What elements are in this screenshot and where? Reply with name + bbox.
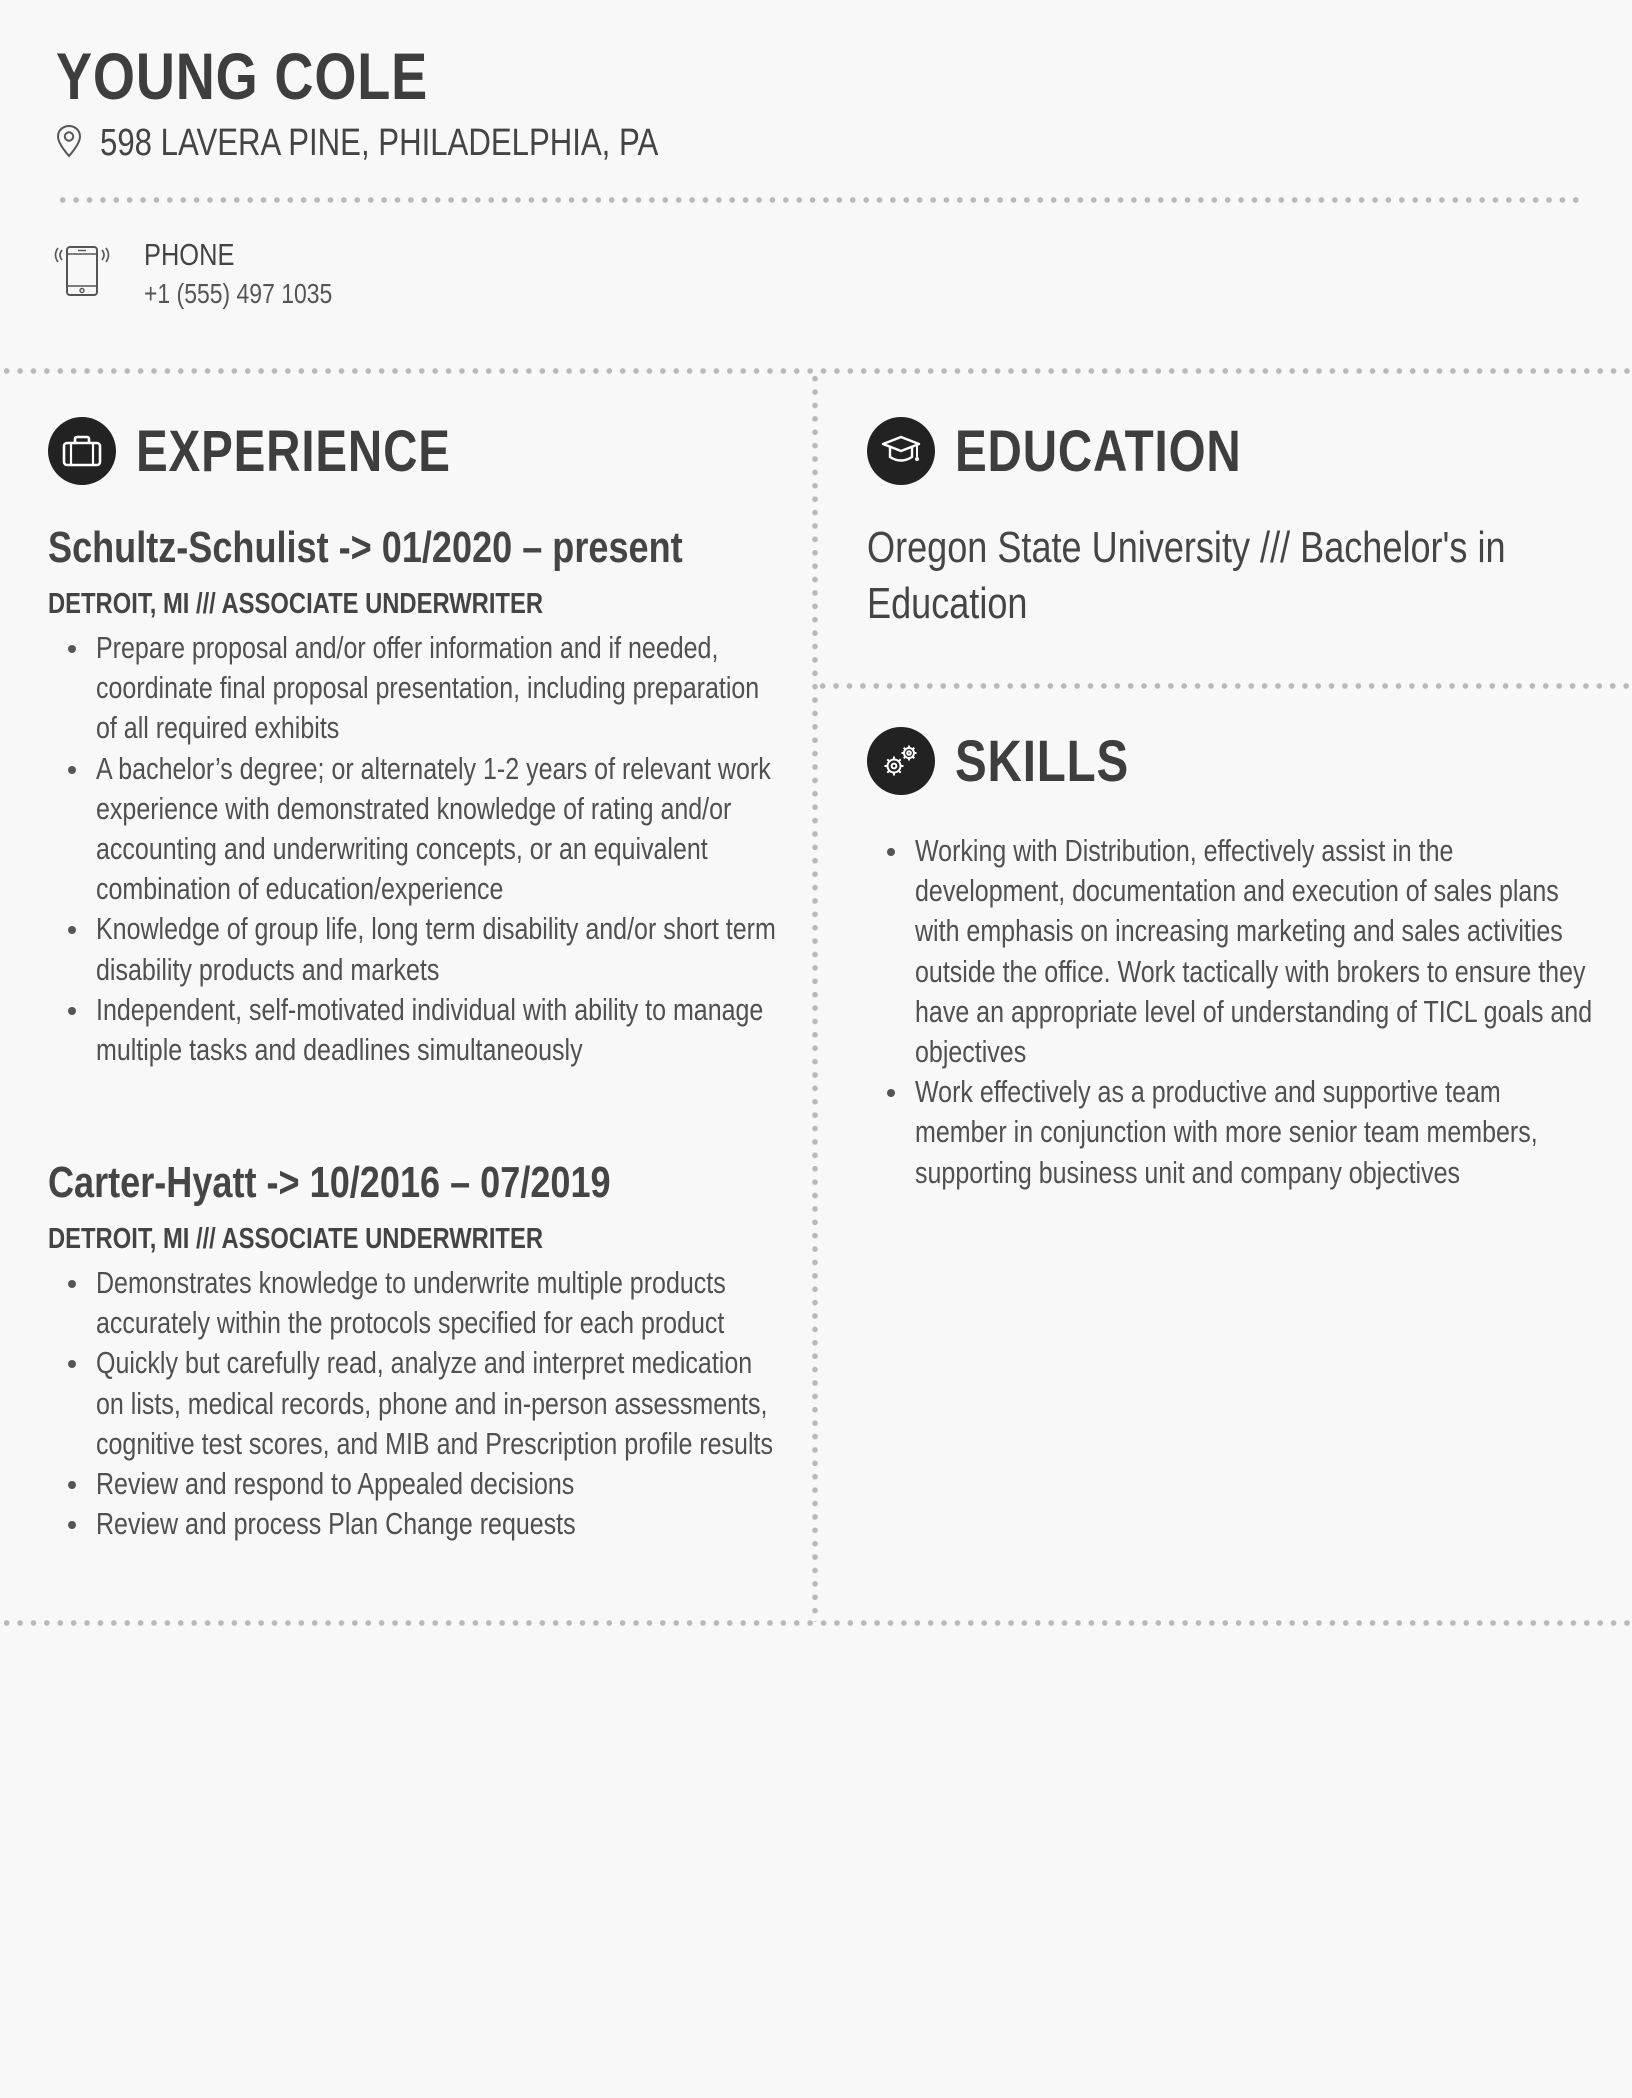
- experience-heading: [48, 417, 520, 485]
- address-row: [56, 118, 781, 168]
- briefcase-icon: [48, 417, 116, 485]
- list-item: Review and respond to Appealed decisions: [48, 1464, 778, 1504]
- section-bottom-divider: [0, 1620, 1632, 1626]
- experience-job-2: [48, 1155, 778, 1544]
- contact-phone: [54, 236, 374, 314]
- experience-title: EXPERIENCE: [136, 418, 451, 484]
- list-item: Quickly but carefully read, analyze and interpret medication on lists, medical records, phone and in-person assessments, cognitive test scores, and MIB and Prescription profile results: [48, 1343, 778, 1464]
- list-item: Knowledge of group life, long term disability and/or short term disability products and markets: [48, 909, 778, 989]
- job-heading: Carter-Hyatt -> 10/2016 – 07/2019: [48, 1158, 611, 1207]
- phone-label: PHONE: [144, 237, 235, 272]
- skills-title: SKILLS: [955, 728, 1130, 794]
- job-heading: Schultz-Schulist -> 01/2020 – present: [48, 523, 683, 572]
- skills-list: [867, 831, 1597, 1193]
- list-item: Prepare proposal and/or offer information and if needed, coordinate final proposal presentation, including preparation of all required exhibits: [48, 628, 778, 749]
- list-item: Demonstrates knowledge to underwrite multiple products accurately within the protocols specified for each product: [48, 1263, 778, 1343]
- address-text: 598 LAVERA PINE, PHILADELPHIA, PA: [100, 121, 659, 164]
- skills-list-container: [867, 831, 1597, 1193]
- education-entry: [867, 520, 1587, 632]
- list-item: Working with Distribution, effectively assist in the development, documentation and execution of sales plans with emphasis on increasing marketing and sales activities outside the office. Work tactically with brokers to ensure they have an appropriate level of understanding of TICL goals and objectives: [867, 831, 1597, 1072]
- gears-icon: [867, 727, 935, 795]
- location-pin-icon: [56, 124, 100, 163]
- job-location-role: DETROIT, MI /// ASSOCIATE UNDERWRITER: [48, 1223, 543, 1255]
- experience-job-1: [48, 520, 778, 1070]
- job-duties-list: [48, 628, 778, 1070]
- job-location-role: DETROIT, MI /// ASSOCIATE UNDERWRITER: [48, 588, 543, 620]
- education-degree: Oregon State University /// Bachelor's in Education: [867, 523, 1506, 628]
- mobile-phone-icon: [54, 236, 110, 305]
- list-item: Work effectively as a productive and supportive team member in conjunction with more senior team members, supporting business unit and company objectives: [867, 1072, 1597, 1193]
- candidate-name: YOUNG COLE: [56, 39, 429, 113]
- graduation-cap-icon: [867, 417, 935, 485]
- list-item: Review and process Plan Change requests: [48, 1504, 778, 1544]
- education-title: EDUCATION: [955, 418, 1242, 484]
- column-divider: [812, 372, 818, 1622]
- phone-number[interactable]: +1 (555) 497 1035: [144, 278, 333, 309]
- job-duties-list: [48, 1263, 778, 1544]
- list-item: Independent, self-motivated individual with ability to manage multiple tasks and deadlines simultaneously: [48, 990, 778, 1070]
- skills-heading: [867, 727, 1167, 795]
- header-divider: [56, 197, 1580, 203]
- education-skills-divider: [816, 683, 1632, 689]
- resume-header: [56, 36, 1576, 164]
- education-heading: [867, 417, 1304, 485]
- list-item: A bachelor’s degree; or alternately 1-2 years of relevant work experience with demonstrated knowledge of rating and/or accounting and underwriting concepts, or an equivalent combination of education/experience: [48, 749, 778, 910]
